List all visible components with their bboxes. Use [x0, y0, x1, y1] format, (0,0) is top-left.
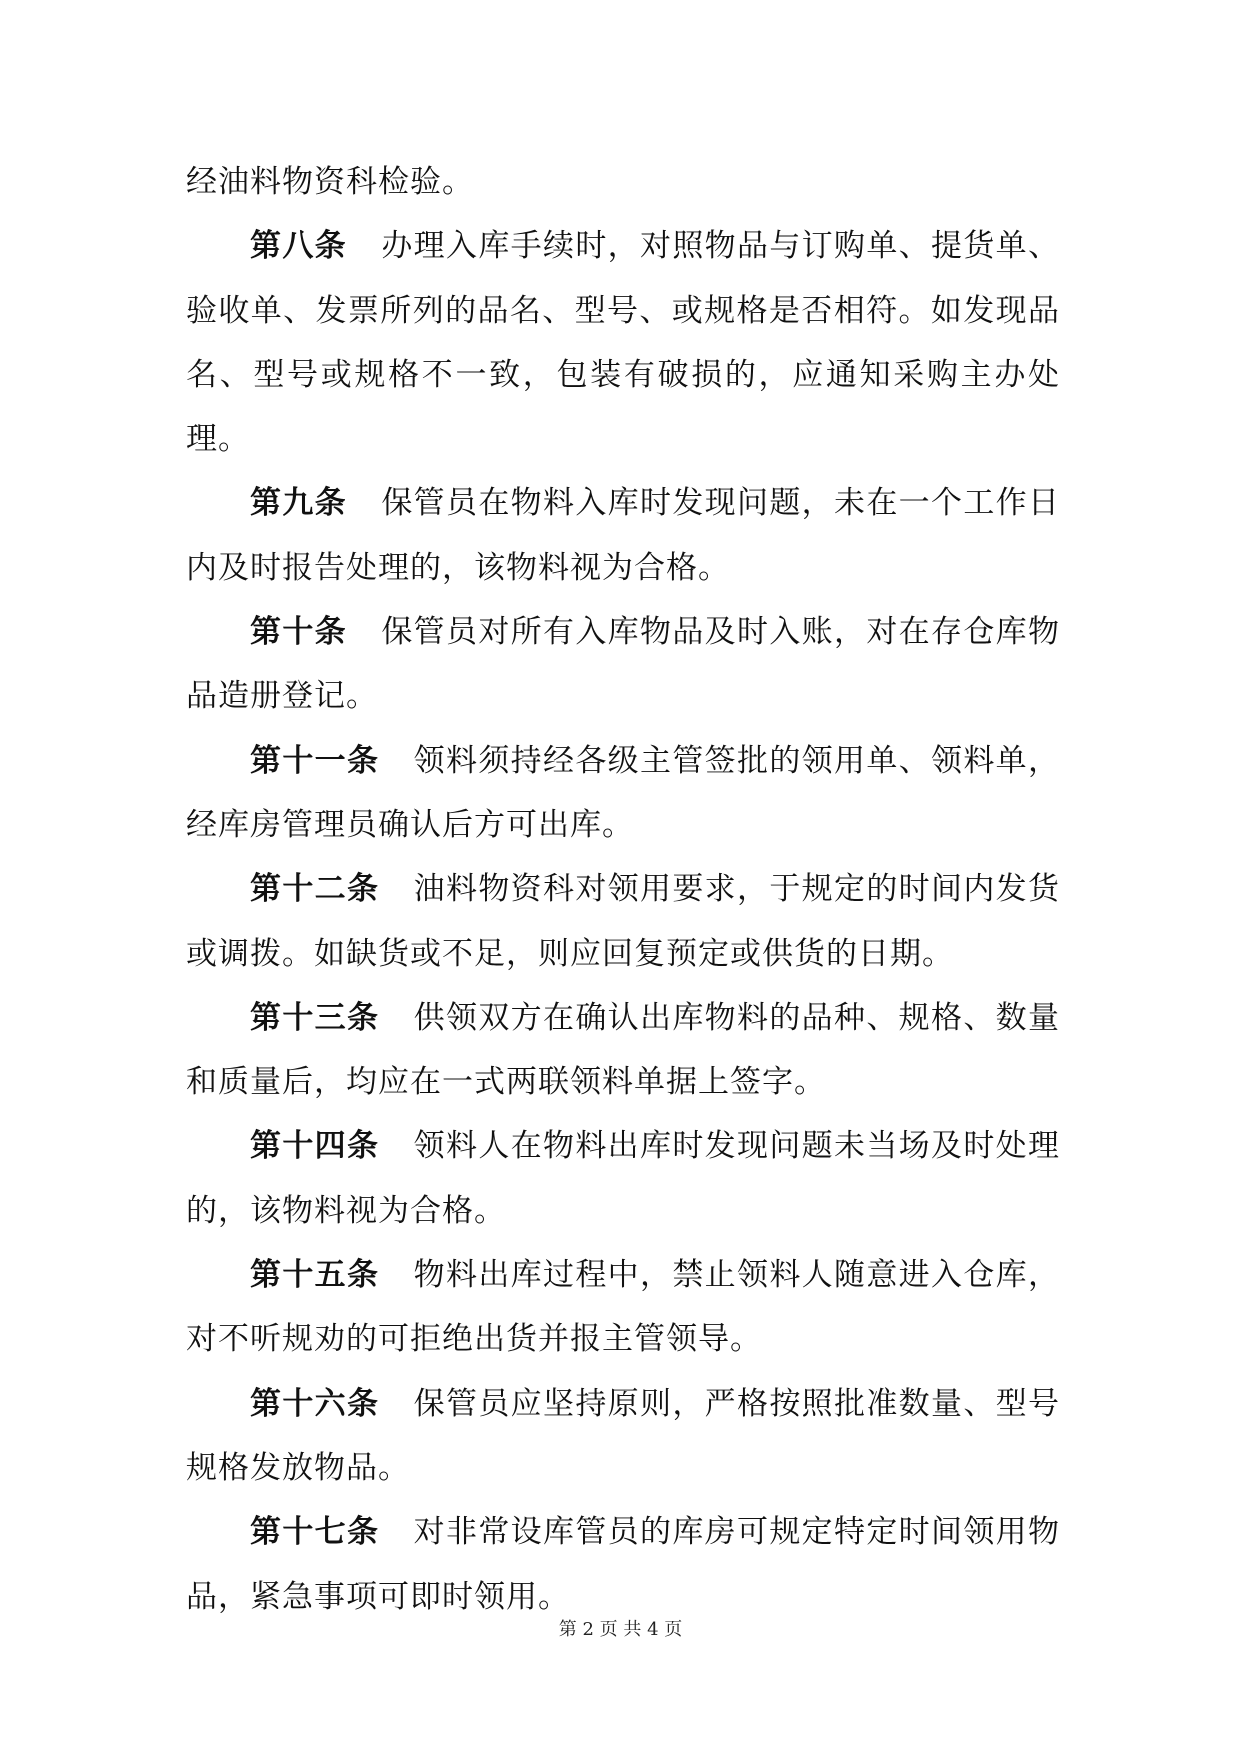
article-11	[186, 729, 1060, 858]
article-13	[186, 986, 1060, 1115]
article-14	[186, 1114, 1060, 1243]
article-text: 领料人在物料出库时发现问题未当场及时处理的，该物料视为合格。	[186, 1128, 1061, 1229]
article-text: 领料须持经各级主管签批的领用单、领料单，经库房管理员确认后方可出库。	[186, 742, 1061, 843]
article-15	[186, 1243, 1060, 1372]
article-text: 物料出库过程中，禁止领料人随意进入仓库，对不听规劝的可拒绝出货并报主管领导。	[186, 1257, 1061, 1358]
article-text: 保管员应坚持原则，严格按照批准数量、型号规格发放物品。	[186, 1385, 1061, 1486]
document-body	[186, 150, 1060, 1629]
article-8	[186, 214, 1060, 471]
article-number: 第十三条	[250, 999, 380, 1036]
lead-paragraph: 经油料物资科检验。	[186, 164, 474, 200]
article-number: 第八条	[250, 228, 347, 265]
article-10	[186, 600, 1060, 729]
article-12	[186, 857, 1060, 986]
article-number: 第九条	[250, 485, 347, 522]
article-text: 保管员对所有入库物品及时入账，对在存仓库物品造册登记。	[186, 614, 1060, 715]
article-number: 第十五条	[250, 1257, 380, 1294]
page-number-label: 第 2 页 共 4 页	[558, 1619, 683, 1640]
article-text: 油料物资科对领用要求，于规定的时间内发货或调拨。如缺货或不足，则应回复预定或供货的日期。	[186, 871, 1061, 972]
article-number: 第十七条	[250, 1514, 380, 1551]
article-number: 第十四条	[250, 1128, 380, 1165]
article-text: 供领双方在确认出库物料的品种、规格、数量和质量后，均应在一式两联领料单据上签字。	[186, 999, 1061, 1101]
article-number: 第十条	[250, 614, 347, 651]
page-footer	[0, 1615, 1241, 1641]
article-text: 对非常设库管员的库房可规定特定时间领用物品，紧急事项可即时领用。	[186, 1514, 1061, 1615]
article-16	[186, 1372, 1060, 1501]
article-17	[186, 1500, 1060, 1629]
article-9	[186, 471, 1060, 600]
article-number: 第十一条	[250, 742, 380, 779]
article-number: 第十六条	[250, 1385, 380, 1422]
article-text: 保管员在物料入库时发现问题，未在一个工作日内及时报告处理的，该物料视为合格。	[186, 485, 1060, 586]
article-number: 第十二条	[250, 871, 380, 908]
article-text: 办理入库手续时，对照物品与订购单、提货单、验收单、发票所列的品名、型号、或规格是否相符。如发现品名、型号或规格不一致，包装有破损的，应通知采购主办处理。	[186, 228, 1060, 458]
